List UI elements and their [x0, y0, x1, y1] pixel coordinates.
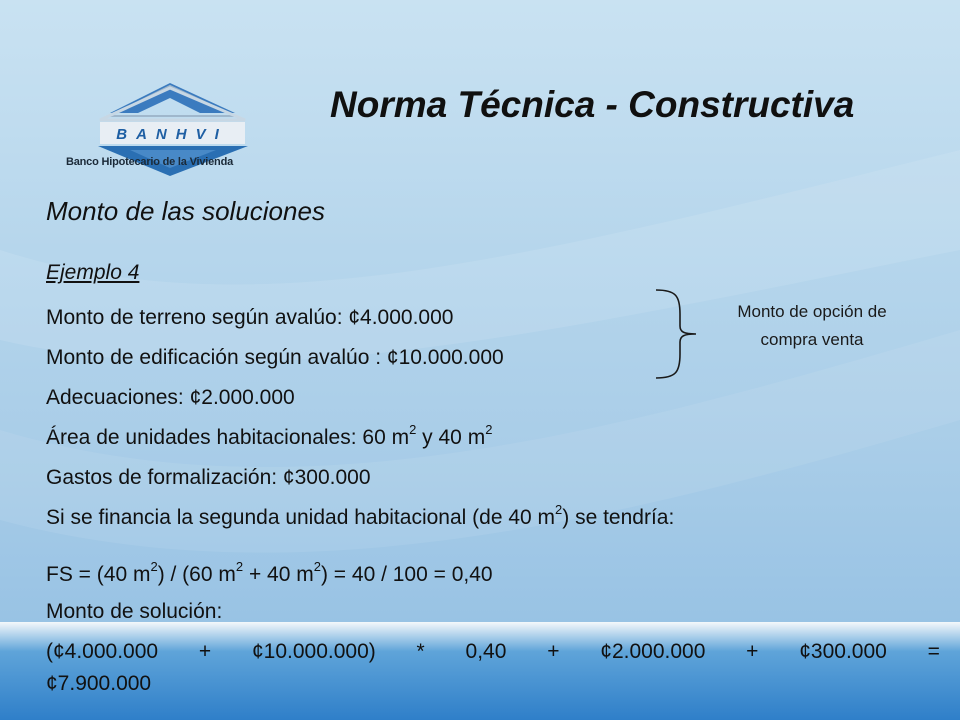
fs-text-1: FS = (40 m: [46, 563, 151, 586]
line-edificacion: Monto de edificación según avalúo : ¢10.000.000: [46, 346, 504, 369]
result-equation-row: [46, 636, 940, 668]
line-monto-solucion: Monto de solución:: [46, 600, 223, 623]
result-token: ¢300.000: [799, 640, 887, 663]
page-title: Norma Técnica - Constructiva: [330, 84, 855, 125]
area-text-b: y 40 m: [416, 426, 486, 449]
area-superscript-2: 2: [485, 422, 493, 437]
purchase-option-note: [700, 298, 924, 354]
financia-text-b: ) se tendría:: [562, 506, 675, 529]
financia-text-a: Si se financia la segunda unidad habitacional (de 40 m: [46, 506, 556, 529]
financia-superscript: 2: [555, 502, 563, 517]
line-area: [46, 422, 493, 450]
line-gastos: Gastos de formalización: ¢300.000: [46, 466, 371, 489]
logo-caption: Banco Hipotecario de la Vivienda: [66, 156, 234, 168]
area-superscript-1: 2: [409, 422, 417, 437]
result-token: ¢10.000.000): [251, 640, 376, 663]
result-token: (¢4.000.000: [46, 640, 159, 663]
note-line-1: Monto de opción de: [737, 302, 887, 321]
area-text-a: Área de unidades habitacionales: 60 m: [46, 426, 410, 449]
result-total: ¢7.900.000: [46, 672, 152, 695]
right-brace-icon: [652, 286, 700, 382]
result-token: =: [927, 640, 940, 663]
result-token: +: [547, 640, 560, 663]
result-token: *: [416, 640, 425, 663]
line-adecuaciones: Adecuaciones: ¢2.000.000: [46, 386, 295, 409]
note-line-2: compra venta: [760, 330, 864, 349]
result-token: +: [198, 640, 212, 663]
result-token: +: [746, 640, 759, 663]
fs-text-2: ) / (60 m: [157, 563, 236, 586]
fs-superscript-1: 2: [150, 559, 158, 574]
line-terreno: Monto de terreno según avalúo: ¢4.000.000: [46, 306, 454, 329]
result-calculation: [46, 636, 940, 700]
logo-wordmark: BANHVI: [116, 126, 228, 143]
result-token: 0,40: [465, 640, 507, 663]
fs-text-4: ) = 40 / 100 = 0,40: [320, 563, 493, 586]
line-fs-formula: [46, 559, 493, 587]
section-subtitle: Monto de las soluciones: [46, 196, 325, 226]
fs-superscript-2: 2: [235, 559, 244, 574]
fs-text-3: + 40 m: [243, 563, 314, 586]
example-label: Ejemplo 4: [46, 261, 140, 284]
fs-superscript-3: 2: [313, 559, 321, 574]
result-token: ¢2.000.000: [600, 640, 706, 663]
line-financia: [46, 502, 675, 530]
